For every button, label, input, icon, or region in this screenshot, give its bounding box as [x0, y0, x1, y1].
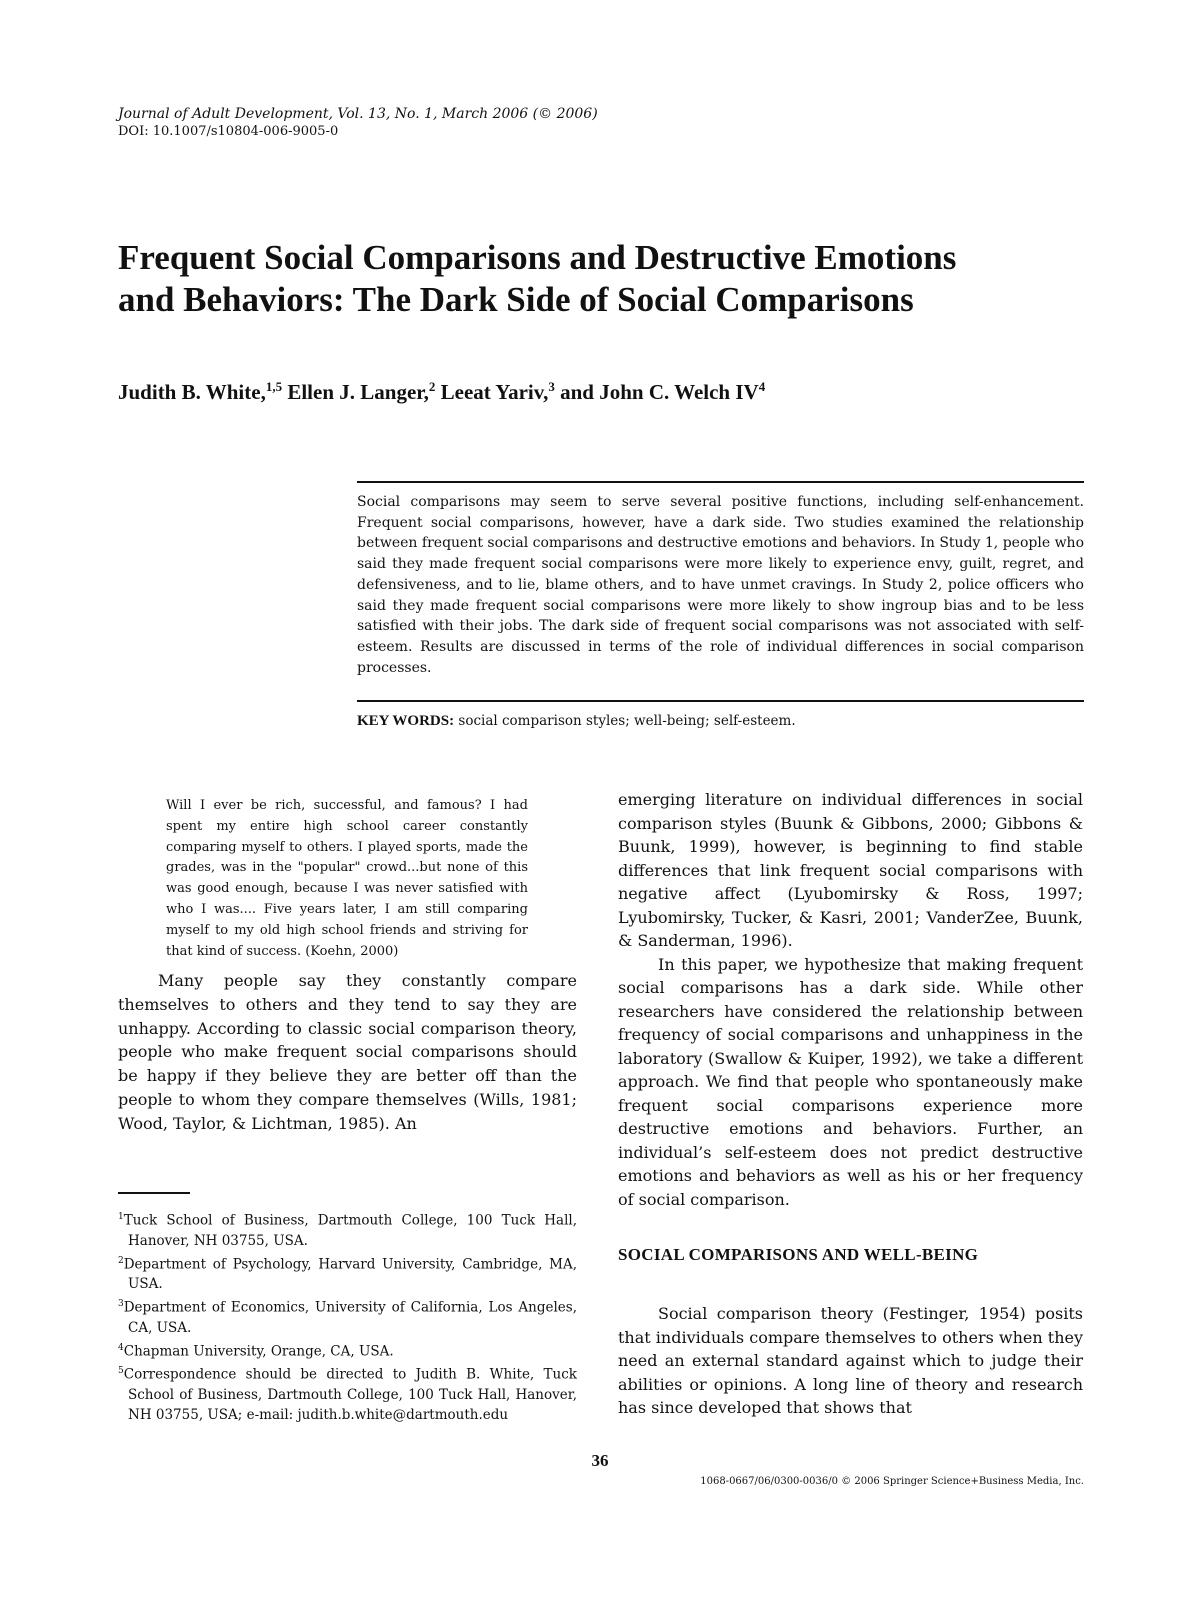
title-line-1: Frequent Social Comparisons and Destructive Emotions: [118, 238, 957, 277]
paper-title: [118, 237, 1018, 321]
footnote-rule: [118, 1192, 190, 1194]
keywords-label: KEY WORDS:: [357, 713, 455, 729]
footnote-number: 2: [118, 1255, 124, 1266]
footnote-number: 3: [118, 1299, 124, 1309]
epigraph: Will I ever be rich, successful, and famous? I had spent my entire high school career constantly comparing myself to others. I played sports, made the grades, was in the "popular" crowd...but none of this was good enough, because I was never satisfied with who I was.... Five years later, I am still comparing myself to my old high school friends and striving for that kind of success. (Koehn, 2000): [166, 798, 528, 959]
footnote-text: Tuck School of Business, Dartmouth College, 100 Tuck Hall, Hanover, NH 03755, USA.: [123, 1212, 577, 1249]
footnote-number: 5: [118, 1366, 124, 1376]
page-number: 36: [591, 1451, 609, 1470]
title-line-2: and Behaviors: The Dark Side of Social Comparisons: [118, 280, 914, 319]
right-column-body: [618, 788, 1083, 1211]
body-paragraph: Social comparison theory (Festinger, 1954) posits that individuals compare themselves to others when they need an external standard against which to judge their abilities or opinions. A long line of theory and research has since developed that shows that: [618, 1304, 1083, 1417]
body-paragraph: In this paper, we hypothesize that making frequent social comparisons has a dark side. While other researchers have considered the relationship between frequency of social comparisons and unhappiness in the laboratory (Swallow & Kuiper, 1992), we take a different approach. We find that people who spontaneously make frequent social comparisons experience more destructive emotions and behaviors. Further, an individual’s self-esteem does not predict destructive emotions and behaviors as well as his or her frequency of social comparison.: [618, 954, 1083, 1209]
author-list: [118, 372, 1018, 407]
section-heading: SOCIAL COMPARISONS AND WELL-BEING: [618, 1245, 979, 1264]
abstract: Social comparisons may seem to serve several positive functions, including self-enhancement. Frequent social comparisons, however, have a dark side. Two studies examined the relationship between frequent social comparisons and destructive emotions and behaviors. In Study 1, people who said they made frequent social comparisons were more likely to experience envy, guilt, regret, and defensiveness, and to lie, blame others, and to have unmet cravings. In Study 2, police officers who said they made frequent social comparisons were more likely to show ingroup bias and to be less satisfied with their jobs. The dark side of frequent social comparisons was not associated with self-esteem. Results are discussed in terms of the role of individual differences in social comparison processes.: [357, 494, 1084, 676]
author-name: and John C. Welch IV: [560, 380, 759, 404]
author-name: Judith B. White,: [118, 380, 266, 404]
footnote: [118, 1338, 577, 1362]
author-affiliation-mark: 4: [758, 379, 766, 394]
left-column-body: [118, 969, 577, 1136]
keywords: [357, 712, 1084, 730]
footnote-text: Chapman University, Orange, CA, USA.: [123, 1343, 394, 1359]
author-name: Leeat Yariv,: [440, 380, 549, 404]
footnote-text: Correspondence should be directed to Judith B. White, Tuck School of Business, Dartmouth College, 100 Tuck Hall, Hanover, NH 03755, USA; e-mail: judith.b.white@dartmouth.edu: [123, 1366, 577, 1423]
author-affiliation-mark: 3: [548, 379, 555, 394]
doi: DOI: 10.1007/s10804-006-9005-0: [118, 124, 339, 139]
body-paragraph: emerging literature on individual differences in social comparison styles (Buunk & Gibbons, 2000; Gibbons & Buunk, 1999), however, is beginning to find stable differences that link frequent social comparisons with negative affect (Lyubomirsky & Ross, 1997; Lyubomirsky, Tucker, & Kasri, 2001; VanderZee, Buunk, & Sanderman, 1996).: [618, 790, 1083, 950]
footnotes: [118, 1207, 577, 1425]
footnote-number: 4: [118, 1342, 124, 1353]
author-affiliation-mark: 2: [428, 379, 436, 394]
journal-citation: Journal of Adult Development, Vol. 13, No. 1, March 2006 (© 2006): [118, 106, 598, 122]
footnote-text: Department of Psychology, Harvard University, Cambridge, MA, USA.: [123, 1256, 577, 1292]
abstract-bottom-rule: [357, 700, 1084, 702]
footnote-number: 1: [118, 1212, 124, 1222]
right-column-body-continued: [618, 1286, 1083, 1436]
footnote: [118, 1361, 577, 1425]
footnote: [118, 1251, 577, 1295]
author-name: Ellen J. Langer,: [287, 380, 429, 404]
footnote: [118, 1294, 577, 1338]
keywords-text: social comparison styles; well-being; self-esteem.: [458, 713, 796, 729]
abstract-top-rule: [357, 481, 1084, 483]
footnote: [118, 1207, 577, 1251]
footnote-text: Department of Economics, University of California, Los Angeles, CA, USA.: [123, 1299, 577, 1336]
copyright-line: 1068-0667/06/0300-0036/0 © 2006 Springer Science+Business Media, Inc.: [700, 1476, 1084, 1487]
body-paragraph: Many people say they constantly compare themselves to others and they tend to say they are unhappy. According to classic social comparison theory, people who make frequent social comparisons should be happy if they believe they are better off than the people to whom they compare themselves (Wills, 1981; Wood, Taylor, & Lichtman, 1985). An: [118, 971, 577, 1133]
author-affiliation-mark: 1,5: [265, 379, 283, 394]
